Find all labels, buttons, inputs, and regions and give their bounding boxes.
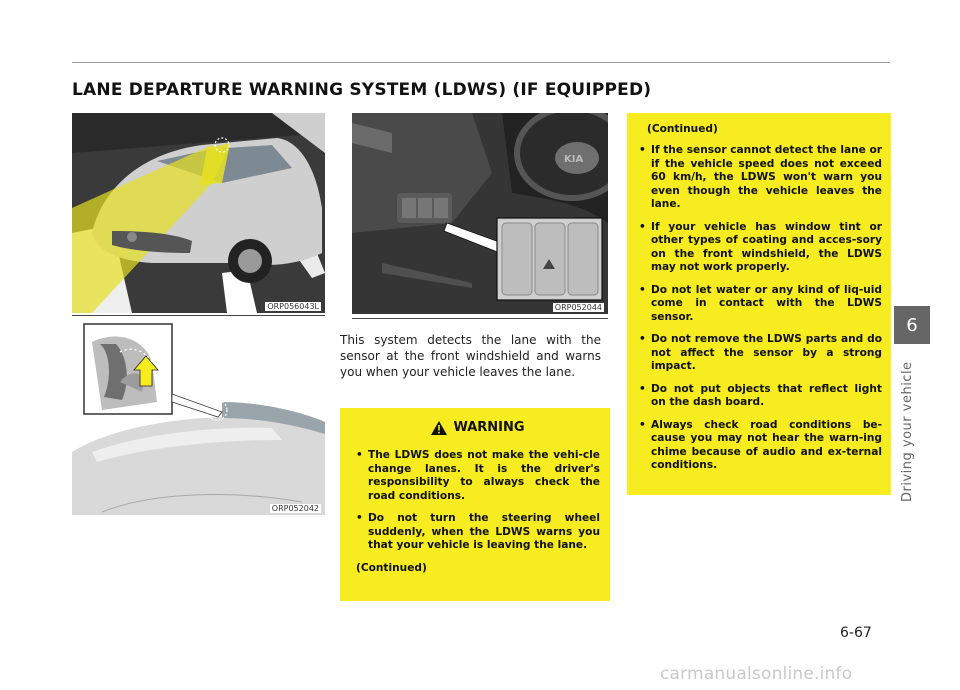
warning-header: [356, 420, 600, 435]
figure-windshield-sensor: [72, 322, 325, 515]
continued-item: • If your vehicle has window tint or other types of coating and acces-sory on the front windshield, the LDWS may not work properly.: [639, 221, 882, 275]
warning-list: [356, 449, 600, 553]
header-rule: [72, 62, 890, 63]
car-camera-zone-illustration: [72, 113, 325, 313]
continued-box: [627, 113, 891, 495]
figure-label: ORP052042: [271, 504, 319, 513]
dashboard-switch-illustration: [352, 113, 608, 314]
continued-item: • Do not put objects that reflect light on the dash board.: [639, 383, 882, 410]
figure-divider: [72, 315, 325, 316]
figure-label: ORP052044: [554, 303, 602, 312]
continued-list: [639, 144, 882, 473]
continued-note: (Continued): [356, 561, 427, 574]
figure-car-zone: [72, 113, 325, 313]
svg-text:KIA: KIA: [564, 154, 584, 165]
continued-item: • If the sensor cannot detect the lane or if the vehicle speed does not exceed 60 km/h, the LDWS won't warn you even though the vehicle leaves the lane.: [639, 144, 882, 212]
chapter-tab: 6: [894, 306, 930, 344]
warning-item: • The LDWS does not make the vehi-cle change lanes. It is the driver's responsibility to always check the road conditions.: [356, 449, 600, 503]
figure-divider: [352, 318, 608, 319]
continued-item: • Always check road conditions be-cause you may not hear the warn-ing chime because of audio and ex-ternal conditions.: [639, 419, 882, 473]
warning-triangle-icon: [431, 421, 447, 435]
continued-item: • Do not let water or any kind of liq-uid come in contact with the LDWS sensor.: [639, 284, 882, 325]
warning-box: [340, 408, 610, 601]
page-title: LANE DEPARTURE WARNING SYSTEM (LDWS) (IF EQUIPPED): [72, 80, 652, 100]
watermark: carmanualsonline.info: [660, 664, 853, 684]
page-number: 6-67: [840, 625, 872, 641]
warning-title: WARNING: [453, 420, 525, 435]
continued-item: • Do not remove the LDWS parts and do not affect the sensor by a strong impact.: [639, 333, 882, 374]
continued-heading: (Continued): [647, 123, 718, 135]
windshield-sensor-illustration: [72, 322, 325, 515]
intro-paragraph: This system detects the lane with the sensor at the front windshield and warns you when your vehicle leaves the lane.: [340, 333, 601, 379]
figure-label: ORP056043L: [267, 302, 319, 311]
warning-item: • Do not turn the steering wheel suddenly, when the LDWS warns you that your vehicle is leaving the lane.: [356, 512, 600, 553]
figure-dashboard-switch: [352, 113, 608, 314]
chapter-title-text: Driving your vehicle: [900, 361, 915, 502]
chapter-title: [900, 352, 924, 502]
